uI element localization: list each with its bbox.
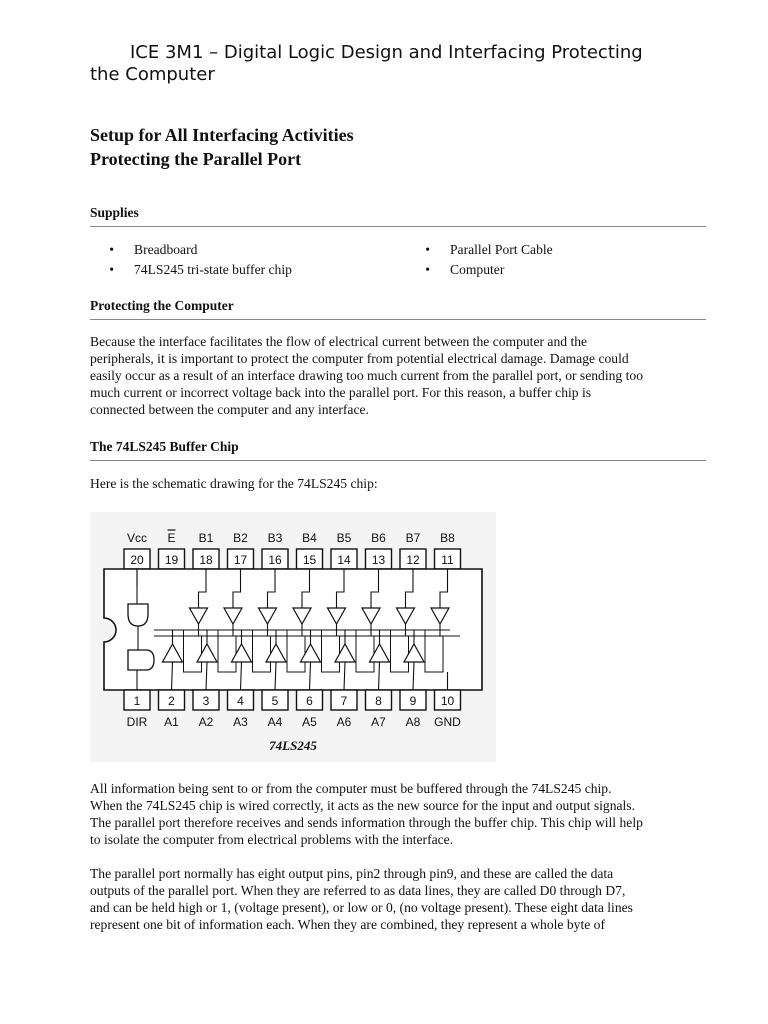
text-line: Because the interface facilitates the flow of electrical current between the computer and the <box>90 334 588 349</box>
pin-label: B3 <box>267 531 283 545</box>
pin-number: 11 <box>441 553 454 567</box>
text-line: peripherals, it is important to protect the computer from potential electrical damage. Damage could <box>90 351 629 366</box>
buffer-heading: The 74LS245 Buffer Chip <box>90 439 706 461</box>
title-line-2: Protecting the Parallel Port <box>90 149 302 169</box>
pin-number: 6 <box>306 694 313 708</box>
text-line: When the 74LS245 chip is wired correctly, it acts as the new source for the input and output signals. <box>90 798 635 813</box>
pin-number: 19 <box>164 553 179 567</box>
pin-number: 5 <box>271 694 279 708</box>
page-title <box>90 123 710 171</box>
chip-schematic-drawing <box>90 512 496 762</box>
chip-caption: 74LS245 <box>269 738 317 753</box>
pin-number: 18 <box>199 553 213 567</box>
pin-label: B2 <box>233 531 248 545</box>
pin-number: 3 <box>202 694 210 708</box>
and-gate-icon <box>128 650 154 670</box>
text-line: easily occur as a result of an interface drawing too much current from the parallel port, or sending too <box>90 368 643 383</box>
list-item: • Parallel Port Cable <box>406 240 553 260</box>
pin-label: A3 <box>233 715 248 729</box>
text-line: much current or incorrect voltage back into the parallel port. For this reason, a buffer chip is <box>90 385 592 400</box>
pin-label: B6 <box>371 531 386 545</box>
pin-number: 8 <box>375 694 382 708</box>
list-item: • Computer <box>406 260 553 280</box>
pin-number: 12 <box>406 553 420 567</box>
pin-label: B4 <box>302 531 317 545</box>
pin-number: 2 <box>168 694 175 708</box>
pin-number: 10 <box>440 694 455 708</box>
pin-number: 4 <box>237 694 244 708</box>
buffering-paragraph <box>90 780 710 848</box>
protecting-paragraph <box>90 333 710 418</box>
pin-number: 16 <box>268 553 282 567</box>
chip-schematic <box>90 512 496 762</box>
supplies-left-column <box>90 240 292 279</box>
pin-number: 13 <box>371 553 386 567</box>
pin-label: A1 <box>164 715 179 729</box>
bullet-icon: • <box>425 242 430 257</box>
pin-label: A7 <box>371 715 386 729</box>
pin-label: E <box>167 531 176 545</box>
pin-label: B1 <box>198 531 214 545</box>
bullet-icon: • <box>109 242 114 257</box>
buffer-intro: Here is the schematic drawing for the 74LS245 chip: <box>90 476 378 491</box>
title-line-1: Setup for All Interfacing Activities <box>90 125 354 145</box>
pin-label: A8 <box>405 715 421 729</box>
supplies-heading: Supplies <box>90 205 706 227</box>
list-item: • Breadboard <box>90 240 292 260</box>
text-line: outputs of the parallel port. When they are referred to as data lines, they are called D0 through D7, <box>90 883 626 898</box>
pin-number: 9 <box>409 694 417 708</box>
text-line: and can be held high or 1, (voltage present), or low or 0, (no voltage present). These eight data lines <box>90 900 633 915</box>
document-header <box>90 42 720 86</box>
bullet-icon: • <box>109 261 114 277</box>
text-line: to isolate the computer from electrical problems with the interface. <box>90 832 454 847</box>
pin-label: Vcc <box>126 531 148 545</box>
text-line: connected between the computer and any interface. <box>90 402 369 417</box>
text-line: The parallel port therefore receives and sends information through the buffer chip. This chip will help <box>90 815 643 830</box>
header-line-2: the Computer <box>90 64 215 85</box>
pin-label: DIR <box>126 715 148 729</box>
pin-number: 1 <box>133 694 141 708</box>
bullet-icon: • <box>425 261 430 277</box>
pin-number: 15 <box>302 553 317 567</box>
pin-number: 14 <box>337 553 351 567</box>
and-gate-icon <box>128 604 148 626</box>
list-item: • 74LS245 tri-state buffer chip <box>90 260 292 280</box>
parallel-port-paragraph <box>90 865 710 933</box>
header-line-1: ICE 3M1 – Digital Logic Design and Interfacing Protecting <box>130 42 643 63</box>
supplies-right-column <box>406 240 553 279</box>
protecting-heading: Protecting the Computer <box>90 298 706 320</box>
text-line: represent one bit of information each. When they are combined, they represent a whole byte of <box>90 917 605 932</box>
pin-label: B7 <box>405 531 421 545</box>
pin-label: B5 <box>336 531 352 545</box>
pin-number: 17 <box>233 553 248 567</box>
pin-number: 7 <box>340 694 348 708</box>
pin-label: GND <box>434 715 461 729</box>
text-line: The parallel port normally has eight output pins, pin2 through pin9, and these are called the data <box>90 866 614 881</box>
pin-number: 20 <box>130 553 144 567</box>
pin-label: A4 <box>267 715 283 729</box>
pin-label: A5 <box>302 715 317 729</box>
pin-label: B8 <box>440 531 455 545</box>
pin-label: A2 <box>198 715 214 729</box>
text-line: All information being sent to or from the computer must be buffered through the 74LS245 chip. <box>90 781 612 796</box>
pin-label: A6 <box>336 715 352 729</box>
